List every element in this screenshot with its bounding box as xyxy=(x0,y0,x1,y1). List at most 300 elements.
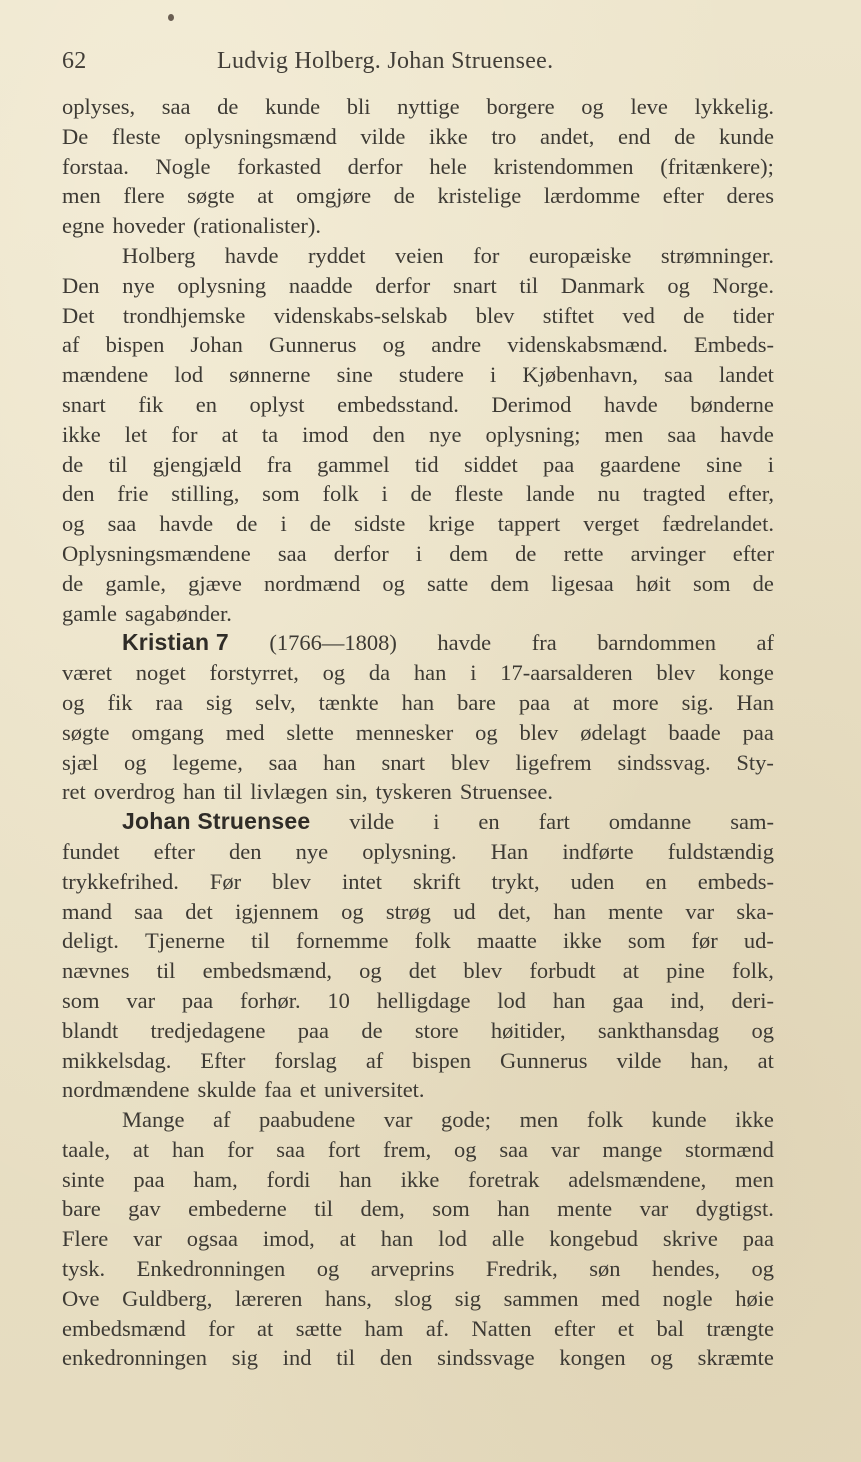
word: men xyxy=(735,1166,774,1192)
text-line xyxy=(62,956,774,986)
word: ska- xyxy=(736,898,774,924)
word: intet xyxy=(341,868,382,894)
word: han xyxy=(339,1166,372,1192)
word: af xyxy=(365,1047,384,1073)
word: kunde xyxy=(719,123,774,149)
word: saa xyxy=(664,362,693,388)
word: han xyxy=(171,1136,205,1162)
text-line xyxy=(62,718,774,748)
word: af xyxy=(213,1107,231,1133)
word: med xyxy=(225,719,265,745)
word: ind xyxy=(282,1345,312,1371)
word: tragted xyxy=(642,481,706,507)
text-line xyxy=(62,777,774,807)
word: veien xyxy=(394,242,444,268)
word: hele xyxy=(429,153,467,179)
word: som xyxy=(627,928,666,954)
word: stiftet xyxy=(542,302,595,328)
word: som xyxy=(62,987,100,1013)
word: leve xyxy=(630,94,668,119)
word: at xyxy=(757,1047,774,1073)
word: maatte xyxy=(476,928,537,954)
word: ved xyxy=(622,302,655,328)
word: et xyxy=(617,1315,634,1341)
text-line xyxy=(62,420,774,450)
word: europæiske xyxy=(528,242,632,268)
word: livlægen xyxy=(250,779,328,805)
word: at xyxy=(257,183,274,209)
word: af xyxy=(756,630,774,656)
word: Guldberg, xyxy=(122,1285,213,1311)
word: siddet xyxy=(463,451,518,477)
word: paa xyxy=(181,987,214,1013)
text-line xyxy=(62,926,774,956)
word: krige xyxy=(428,511,475,537)
word: han xyxy=(552,987,586,1013)
word: nyttige xyxy=(397,94,460,119)
word: slog xyxy=(394,1285,433,1311)
word: tider xyxy=(732,302,774,328)
word: nordmænd xyxy=(263,570,361,596)
text-line xyxy=(62,539,774,569)
word: i xyxy=(490,362,497,388)
word: i xyxy=(767,451,774,477)
word: i xyxy=(433,809,440,835)
word: fornemme xyxy=(295,928,389,954)
word: sindssvag. xyxy=(617,749,711,775)
text-line xyxy=(62,1016,774,1046)
word: uden xyxy=(570,868,615,894)
word: ham xyxy=(364,1315,404,1341)
word: hans, xyxy=(325,1285,372,1311)
word: hendes, xyxy=(651,1256,721,1282)
word: med xyxy=(601,1285,640,1311)
word: indførte xyxy=(562,838,634,864)
word: bare xyxy=(457,689,496,715)
text-line xyxy=(62,628,774,658)
word: han xyxy=(380,1226,414,1252)
word: Embeds- xyxy=(693,332,774,358)
word: enkedronningen xyxy=(62,1345,207,1371)
text-line xyxy=(62,241,774,271)
word: borgere xyxy=(486,94,555,119)
word: det xyxy=(408,958,437,984)
word: gjengjæld xyxy=(152,451,242,477)
text-line xyxy=(62,1105,774,1135)
word: (fritænkere); xyxy=(660,153,774,179)
word: nu xyxy=(597,481,621,507)
word: den xyxy=(372,421,405,447)
word: som xyxy=(432,1196,470,1222)
word: de xyxy=(62,451,84,477)
word: ud xyxy=(453,898,476,924)
word: deres xyxy=(726,183,774,209)
word: gaardene xyxy=(599,451,681,477)
text-line xyxy=(62,688,774,718)
text-line xyxy=(62,271,774,301)
word: stormænd xyxy=(685,1136,774,1162)
word: bal xyxy=(656,1315,684,1341)
word: egne xyxy=(62,213,105,239)
word: søn xyxy=(589,1256,621,1282)
word: oplysning; xyxy=(485,421,581,447)
word: ud- xyxy=(743,928,774,954)
word: rette xyxy=(563,540,604,566)
word: før xyxy=(691,928,718,954)
word: nye xyxy=(122,272,155,298)
word: nævnes xyxy=(62,958,130,984)
word: sammen xyxy=(503,1285,579,1311)
text-line xyxy=(62,1284,774,1314)
text-line xyxy=(62,92,774,122)
word: ødelagt xyxy=(580,719,647,745)
word: omdanne xyxy=(608,809,692,835)
word: lande xyxy=(526,481,575,507)
word: stilling, xyxy=(171,481,240,507)
word: en xyxy=(478,809,500,835)
word: snart xyxy=(62,391,106,417)
word: ind, xyxy=(670,987,705,1013)
word: og xyxy=(475,719,498,745)
word: gode; xyxy=(441,1107,492,1133)
word: forhør. xyxy=(239,987,301,1013)
word: ikke xyxy=(735,1107,774,1133)
word: embedsmænd xyxy=(62,1315,186,1341)
word: studere xyxy=(398,362,464,388)
word: 10 xyxy=(327,987,350,1013)
text-line xyxy=(62,152,774,182)
word: var xyxy=(133,1226,162,1252)
word: sidste xyxy=(354,511,406,537)
word: (1766—1808) xyxy=(269,630,397,656)
word: ogsaa xyxy=(186,1226,238,1252)
word: lykkelig. xyxy=(694,94,774,119)
word: sønnerne xyxy=(229,362,311,388)
word: at xyxy=(257,1315,274,1341)
word: han xyxy=(323,749,356,775)
word: men xyxy=(62,183,101,209)
word: gamle, xyxy=(105,570,166,596)
word: efter xyxy=(662,183,704,209)
word: da xyxy=(368,660,391,686)
word: barndommen xyxy=(597,630,716,656)
word: store xyxy=(414,1017,459,1043)
word: sine xyxy=(336,362,373,388)
word: en xyxy=(195,391,218,417)
word: at xyxy=(573,689,590,715)
word: det xyxy=(185,898,213,924)
word: folk xyxy=(414,928,451,954)
word: Ove xyxy=(62,1285,100,1311)
word: at xyxy=(221,421,238,447)
word: paa xyxy=(742,719,774,745)
word: fort xyxy=(327,1136,361,1162)
word: og xyxy=(322,660,346,686)
word: alle xyxy=(491,1226,525,1252)
word: at xyxy=(339,1226,356,1252)
word: et xyxy=(299,1077,316,1103)
word: sine xyxy=(706,451,743,477)
word: af. xyxy=(425,1315,449,1341)
word: var xyxy=(685,898,715,924)
text-line xyxy=(62,1343,774,1373)
word: nordmændene xyxy=(62,1077,190,1103)
word: at xyxy=(622,958,639,984)
word: fleste xyxy=(111,123,161,149)
word: deri- xyxy=(731,987,774,1013)
word: lod xyxy=(497,987,527,1013)
word: ikke xyxy=(563,928,602,954)
text-line xyxy=(62,658,774,688)
word: oplyses, xyxy=(62,94,136,119)
word: bønderne xyxy=(690,391,774,417)
word: til xyxy=(223,779,243,805)
word: for xyxy=(473,242,500,268)
word: var xyxy=(639,1196,669,1222)
word: til xyxy=(336,1345,356,1371)
word: for xyxy=(208,1315,235,1341)
word: Sty- xyxy=(736,749,774,775)
word: Norge. xyxy=(712,272,774,298)
word: foretrak xyxy=(468,1166,540,1192)
word: Gunnerus xyxy=(269,332,357,358)
word: faa xyxy=(264,1077,292,1103)
word: en xyxy=(645,868,667,894)
word: ham, xyxy=(193,1166,238,1192)
word: saa xyxy=(667,421,697,447)
word: og xyxy=(751,1017,774,1043)
word: de xyxy=(361,1017,383,1043)
word: fra xyxy=(531,630,557,656)
word: mændene xyxy=(62,362,149,388)
word: flere xyxy=(123,183,165,209)
word: vilde xyxy=(616,1047,662,1073)
word: blev xyxy=(450,749,490,775)
word: Natten xyxy=(471,1315,532,1341)
word: ikke xyxy=(429,123,468,149)
text-line xyxy=(62,122,774,152)
word: blandt xyxy=(62,1017,119,1043)
word: fleste xyxy=(454,481,504,507)
text-line xyxy=(62,837,774,867)
word: skulde xyxy=(197,1077,257,1103)
word: oplysning xyxy=(177,272,267,298)
word: den xyxy=(62,481,95,507)
word: fik xyxy=(107,689,133,715)
word: andre xyxy=(431,332,482,358)
word: forbudt xyxy=(529,958,596,984)
word: han, xyxy=(690,1047,729,1073)
word: kongen xyxy=(559,1345,626,1371)
word: paa xyxy=(518,689,551,715)
word: Derimod xyxy=(491,391,572,417)
word: trykkefrihed. xyxy=(62,868,179,894)
word: arvinger xyxy=(630,540,706,566)
word: strøg xyxy=(385,898,431,924)
word: de xyxy=(217,94,239,119)
word: omgang xyxy=(131,719,204,745)
text-line xyxy=(62,569,774,599)
text-line xyxy=(62,181,774,211)
word: forstaa. xyxy=(62,153,129,179)
word: folk xyxy=(322,481,359,507)
running-head-title: Ludvig Holberg. Johan Struensee. xyxy=(217,48,554,74)
page-number: 62 xyxy=(62,48,87,74)
text-line xyxy=(62,1254,774,1284)
emphasized-name: Kristian 7 xyxy=(122,629,229,656)
word: at xyxy=(132,1136,150,1162)
text-line xyxy=(62,867,774,897)
word: mente xyxy=(557,1196,613,1222)
word: blev xyxy=(519,719,559,745)
word: den xyxy=(379,1345,413,1371)
word: paa xyxy=(543,451,575,477)
word: forkasted xyxy=(237,153,321,179)
text-line xyxy=(62,599,774,629)
word: embederne xyxy=(188,1196,287,1222)
word: og xyxy=(359,958,382,984)
word: 17-aarsalderen xyxy=(500,660,633,686)
word: gammel xyxy=(317,451,390,477)
word: ligesaa xyxy=(551,570,614,596)
word: Fredrik, xyxy=(485,1256,558,1282)
word: lærdomme xyxy=(543,183,641,209)
word: frie xyxy=(117,481,149,507)
word: efter xyxy=(553,1315,596,1341)
word: de xyxy=(683,302,705,328)
word: snart xyxy=(452,272,497,298)
word: til xyxy=(108,451,128,477)
word: tyskeren xyxy=(375,779,452,805)
word: efter xyxy=(732,540,774,566)
word: tappert xyxy=(497,511,561,537)
word: baade xyxy=(668,719,721,745)
word: landet xyxy=(718,362,774,388)
word: nogle xyxy=(662,1285,713,1311)
word: imod, xyxy=(262,1226,315,1252)
word: nye xyxy=(295,838,329,864)
word: kristendommen xyxy=(493,153,634,179)
word: Johan xyxy=(190,332,243,358)
word: havde xyxy=(159,511,214,537)
word: snart xyxy=(381,749,426,775)
text-line xyxy=(62,450,774,480)
word: ryddet xyxy=(308,242,366,268)
word: og xyxy=(382,570,405,596)
text-line xyxy=(62,509,774,539)
word: de xyxy=(515,540,537,566)
word: noget xyxy=(135,660,186,686)
text-line xyxy=(62,1075,774,1105)
word: kunde xyxy=(265,94,321,119)
text-line xyxy=(62,1165,774,1195)
word: og xyxy=(62,511,85,537)
word: men xyxy=(519,1107,559,1133)
word: sig. xyxy=(681,689,714,715)
word: ikke xyxy=(62,421,101,447)
word: gamle xyxy=(62,600,117,626)
word: søgte xyxy=(187,183,235,209)
word: trykt, xyxy=(491,868,540,894)
text-line xyxy=(62,360,774,390)
word: dem xyxy=(490,570,530,596)
word: ret xyxy=(62,779,86,805)
word: været xyxy=(62,660,112,686)
word: sjæl xyxy=(62,749,99,775)
word: frem, xyxy=(383,1136,432,1162)
word: skræmte xyxy=(697,1345,774,1371)
word: let xyxy=(124,421,148,447)
word: Holberg xyxy=(122,242,196,268)
word: trondhjemske xyxy=(122,302,246,328)
word: De xyxy=(62,123,89,149)
word: andet, xyxy=(540,123,595,149)
word: paa xyxy=(297,1017,330,1043)
word: saa xyxy=(134,898,164,924)
word: han xyxy=(497,1196,530,1222)
word: derfor xyxy=(333,540,389,566)
word: læreren xyxy=(234,1285,303,1311)
word: fra xyxy=(266,451,292,477)
word: arveprins xyxy=(370,1256,455,1282)
word: overdrog xyxy=(93,779,175,805)
word: som xyxy=(262,481,300,507)
word: han xyxy=(413,660,447,686)
word: og xyxy=(62,689,85,715)
word: til xyxy=(314,1196,333,1222)
word: fædrelandet. xyxy=(662,511,774,537)
word: forstyrret, xyxy=(209,660,299,686)
text-line xyxy=(62,211,774,241)
word: ikke xyxy=(400,1166,440,1192)
word: han xyxy=(401,689,435,715)
word: Efter xyxy=(200,1047,246,1073)
word: de xyxy=(309,511,332,537)
word: til xyxy=(156,958,176,984)
word: Danmark xyxy=(560,272,645,298)
word: bispen xyxy=(105,332,165,358)
word: og xyxy=(124,749,147,775)
word: Det xyxy=(62,302,95,328)
word: Enkedronningen xyxy=(136,1256,286,1282)
word: sætte xyxy=(295,1315,343,1341)
body-text xyxy=(62,92,774,1373)
word: fuldstændig xyxy=(667,838,774,864)
word: sankthansdag xyxy=(597,1017,720,1043)
word: men xyxy=(604,421,644,447)
word: lod xyxy=(174,362,204,388)
word: var xyxy=(550,1136,580,1162)
word: mennesker xyxy=(355,719,454,745)
word: folk, xyxy=(732,958,774,984)
word: og xyxy=(667,272,690,298)
word: vilde xyxy=(349,809,395,835)
word: for xyxy=(171,421,198,447)
word: Flere xyxy=(62,1226,109,1252)
word: søgte xyxy=(62,719,110,745)
word: efter, xyxy=(728,481,774,507)
word: i xyxy=(280,511,287,537)
word: more xyxy=(612,689,659,715)
word: saa xyxy=(107,511,137,537)
word: nye xyxy=(428,421,462,447)
word: blev xyxy=(475,302,515,328)
word: i xyxy=(381,481,388,507)
word: de xyxy=(410,481,432,507)
word: imod xyxy=(302,421,349,447)
word: Tjenerne xyxy=(145,928,225,954)
word: bli xyxy=(346,94,371,119)
